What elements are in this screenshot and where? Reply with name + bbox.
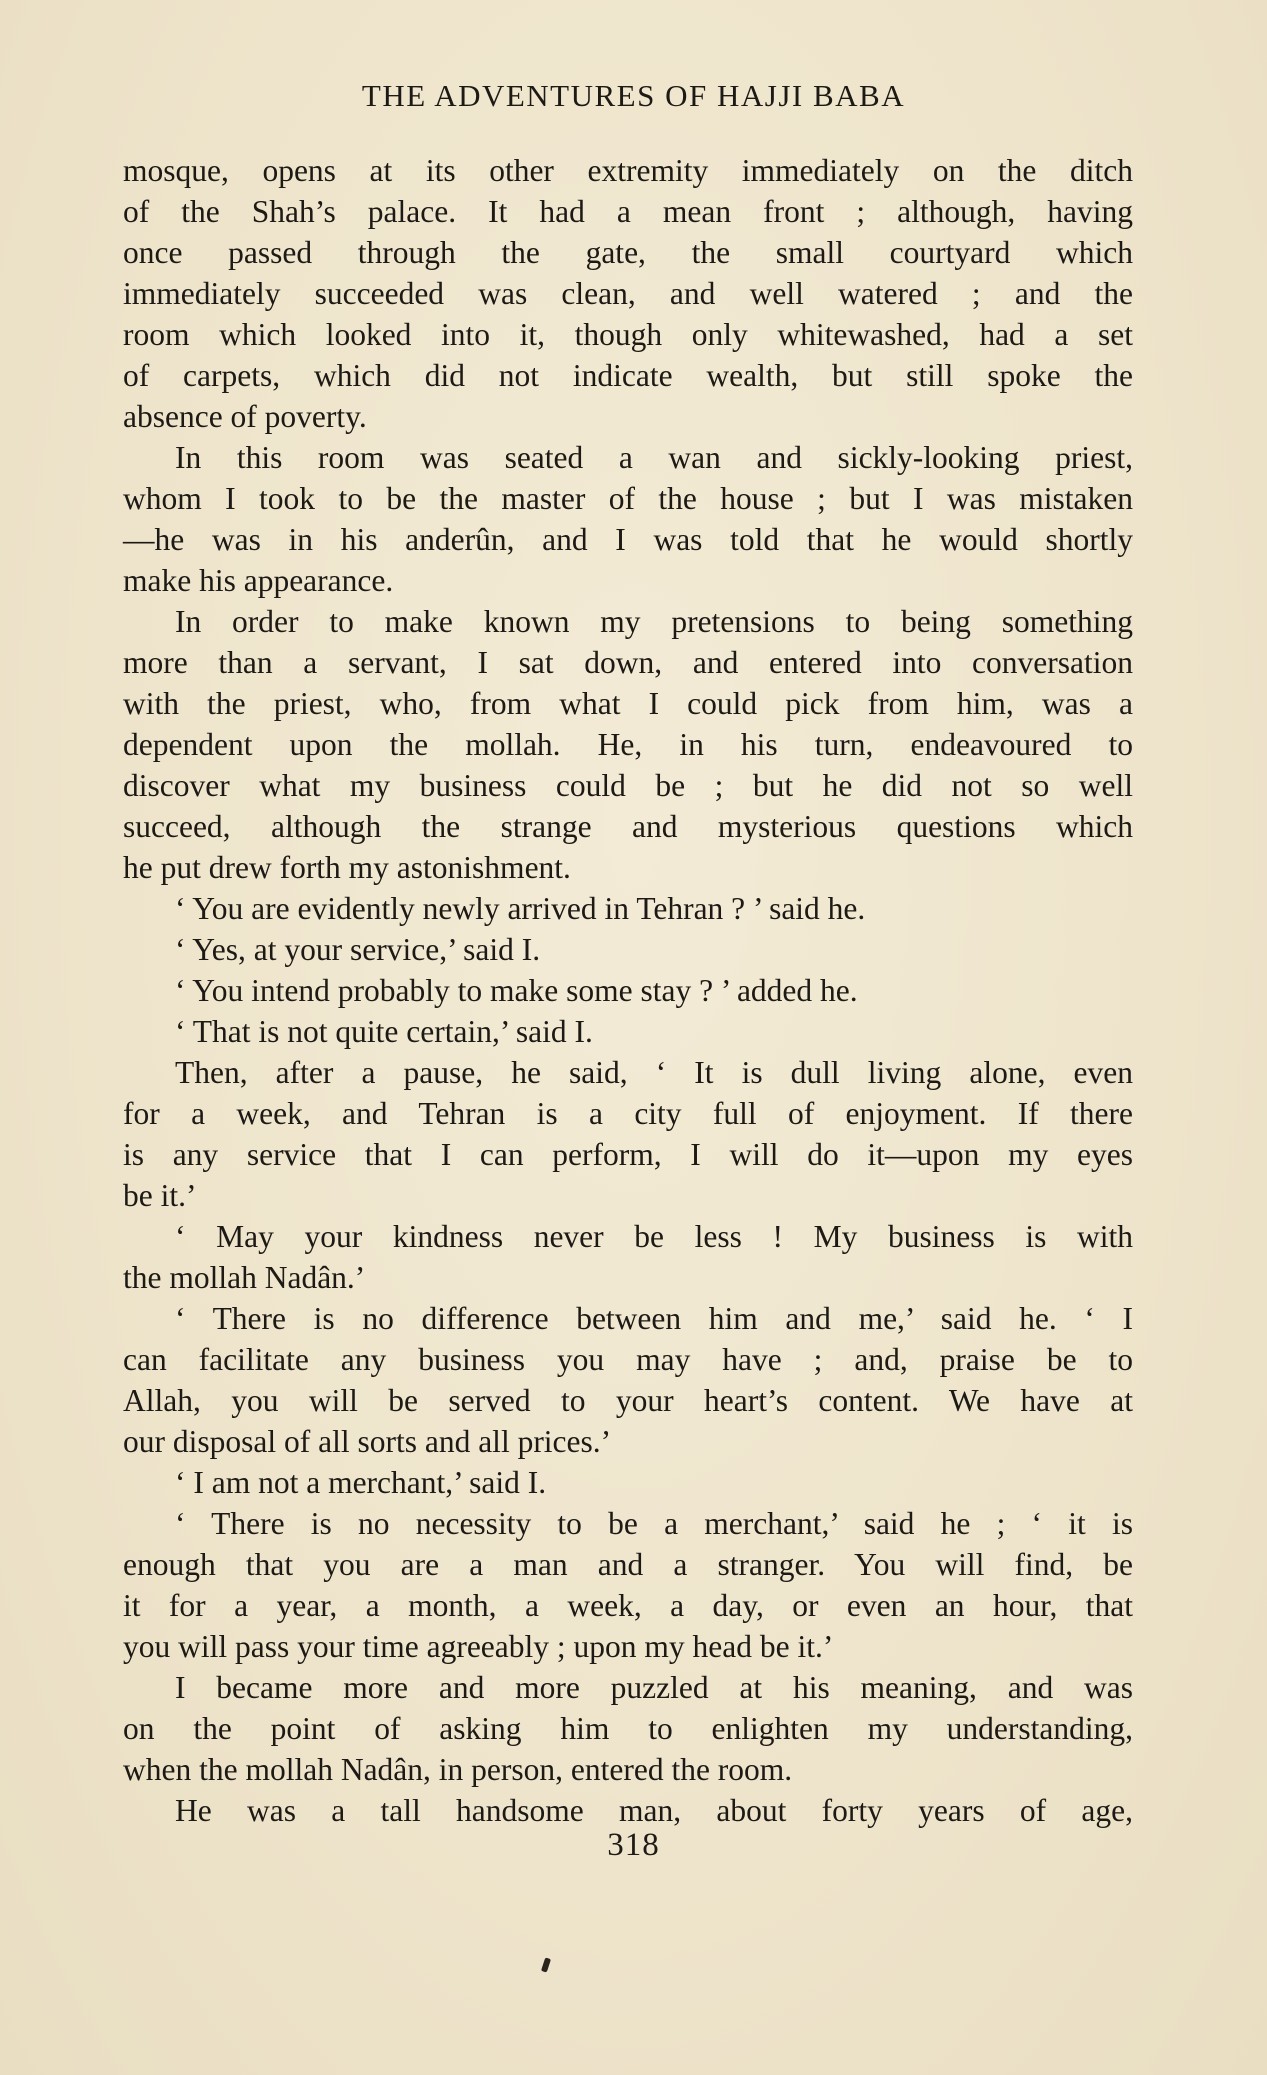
text-line: I became more and more puzzled at his meaning, and was: [175, 1670, 1133, 1705]
text-line: the mollah Nadân.’: [123, 1260, 366, 1295]
text-line: with the priest, who, from what I could pick from him, was a: [123, 686, 1133, 721]
text-line: for a week, and Tehran is a city full of enjoyment. If there: [123, 1096, 1133, 1131]
text-line: ‘ I am not a merchant,’ said I.: [175, 1465, 547, 1500]
text-line: succeed, although the strange and mysterious questions which: [123, 809, 1133, 844]
text-line: whom I took to be the master of the house ; but I was mistaken: [123, 481, 1133, 516]
text-line: discover what my business could be ; but he did not so well: [123, 768, 1133, 803]
text-line: mosque, opens at its other extremity immediately on the ditch: [123, 153, 1133, 188]
text-line: enough that you are a man and a stranger. You will find, be: [123, 1547, 1133, 1582]
text-line: In this room was seated a wan and sickly-looking priest,: [175, 440, 1133, 475]
ink-speck: [541, 1957, 551, 1972]
text-line: you will pass your time agreeably ; upon my head be it.’: [123, 1629, 834, 1664]
running-head: THE ADVENTURES OF HAJJI BABA: [361, 78, 906, 113]
text-line: immediately succeeded was clean, and well watered ; and the: [123, 276, 1133, 311]
text-line: ‘ There is no difference between him and me,’ said he. ‘ I: [175, 1301, 1133, 1336]
text-line: ‘ That is not quite certain,’ said I.: [175, 1014, 593, 1049]
text-line: he put drew forth my astonishment.: [123, 850, 571, 885]
text-line: room which looked into it, though only whitewashed, had a set: [123, 317, 1133, 352]
text-line: —he was in his anderûn, and I was told that he would shortly: [123, 522, 1133, 557]
text-line: ‘ There is no necessity to be a merchant,’ said he ; ‘ it is: [175, 1506, 1133, 1541]
text-line: Then, after a pause, he said, ‘ It is dull living alone, even: [175, 1055, 1133, 1090]
text-line: it for a year, a month, a week, a day, or even an hour, that: [123, 1588, 1133, 1623]
text-line: ‘ You intend probably to make some stay ? ’ added he.: [175, 973, 858, 1008]
text-line: on the point of asking him to enlighten my understanding,: [123, 1711, 1133, 1746]
text-line: ‘ Yes, at your service,’ said I.: [175, 932, 541, 967]
text-line: ‘ May your kindness never be less ! My business is with: [175, 1219, 1133, 1254]
text-line: ‘ You are evidently newly arrived in Tehran ? ’ said he.: [175, 891, 866, 926]
text-line: Allah, you will be served to your heart’s content. We have at: [123, 1383, 1133, 1418]
text-line: when the mollah Nadân, in person, entered the room.: [123, 1752, 793, 1787]
text-line: In order to make known my pretensions to being something: [175, 604, 1133, 639]
text-line: dependent upon the mollah. He, in his turn, endeavoured to: [123, 727, 1133, 762]
text-line: can facilitate any business you may have ; and, praise be to: [123, 1342, 1133, 1377]
text-line: of carpets, which did not indicate wealth, but still spoke the: [123, 358, 1133, 393]
text-line: is any service that I can perform, I will do it—upon my eyes: [123, 1137, 1133, 1172]
body-text: [123, 150, 1133, 1831]
text-line: more than a servant, I sat down, and entered into conversation: [123, 645, 1133, 680]
text-line: make his appearance.: [123, 563, 394, 598]
text-line: He was a tall handsome man, about forty years of age,: [175, 1793, 1133, 1828]
text-line: of the Shah’s palace. It had a mean front ; although, having: [123, 194, 1133, 229]
text-line: absence of poverty.: [123, 399, 367, 434]
text-line: be it.’: [123, 1178, 197, 1213]
page-number: 318: [607, 1827, 660, 1863]
text-line: once passed through the gate, the small courtyard which: [123, 235, 1133, 270]
text-line: our disposal of all sorts and all prices.’: [123, 1424, 612, 1459]
